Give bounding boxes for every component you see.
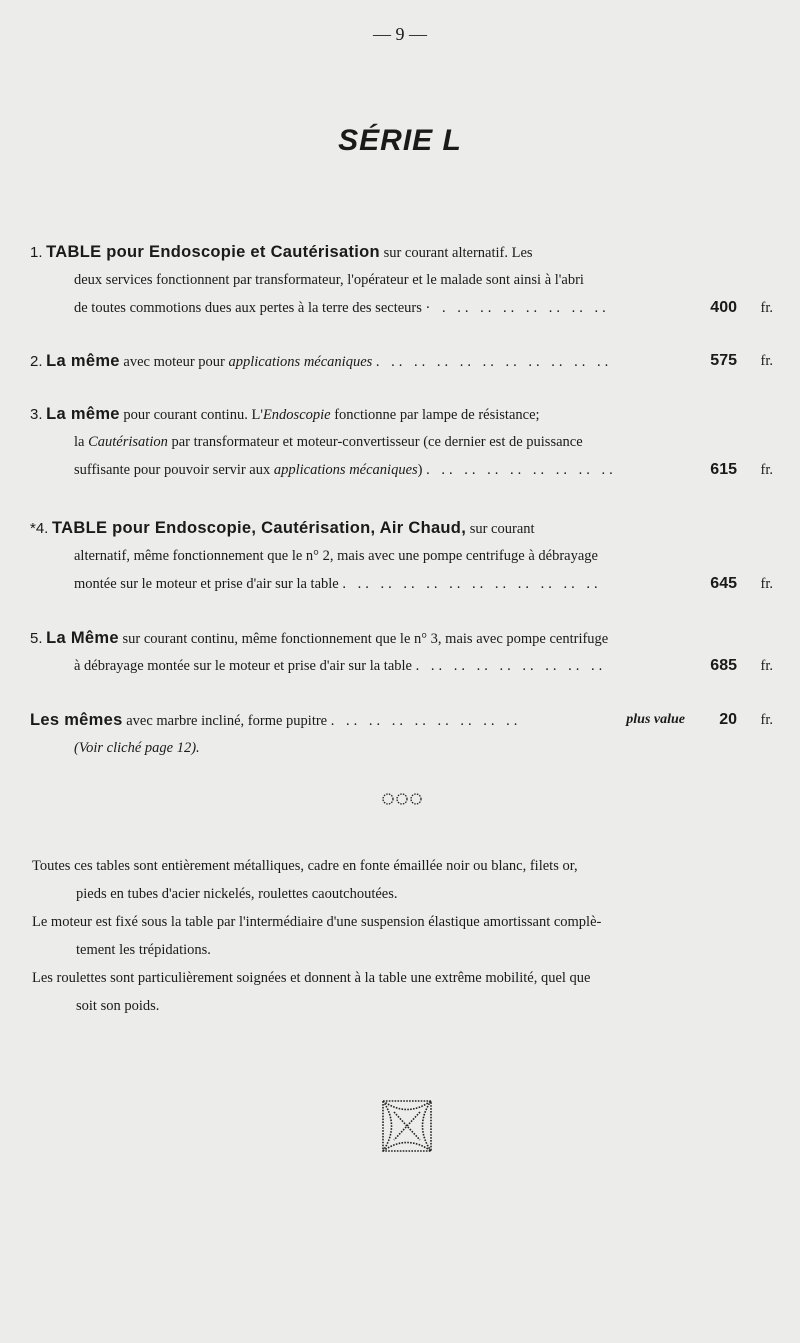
note-line: tement les trépidations. bbox=[76, 942, 211, 958]
item-heading: La même bbox=[46, 352, 120, 370]
item-text: deux services fonctionnent par transformateur, l'opérateur et le malade sont ainsi à l'abri bbox=[74, 272, 584, 288]
page-title: SÉRIE L bbox=[338, 124, 462, 157]
leader-dots: . .. .. .. .. .. .. .. .. bbox=[426, 462, 617, 478]
item-text: ( bbox=[74, 740, 79, 756]
price-unit: fr. bbox=[760, 462, 773, 478]
item-text: montée sur le moteur et prise d'air sur la table bbox=[74, 576, 339, 592]
price-unit: fr. bbox=[760, 712, 773, 728]
item-heading: TABLE pour Endoscopie, Cautérisation, Air Chaud, bbox=[51, 519, 467, 537]
item-number: 3. bbox=[30, 406, 43, 423]
note bbox=[32, 908, 772, 964]
price-unit: fr. bbox=[760, 658, 773, 674]
note-line: Les roulettes sont particulièrement soignées et donnent à la table une extrême mobilité, quel que bbox=[32, 970, 591, 986]
item-text: sur courant continu, même fonctionnement que le n° 3, mais avec pompe centrifuge bbox=[118, 631, 609, 647]
item-text: sur courant bbox=[466, 521, 535, 537]
item-text: avec moteur pour bbox=[119, 354, 229, 370]
note-line: Le moteur est fixé sous la table par l'intermédiaire d'une suspension élastique amortissant complè- bbox=[32, 914, 602, 930]
item-price: 645 bbox=[710, 575, 737, 592]
item-text: ). bbox=[191, 740, 200, 756]
page-number: — 9 — bbox=[373, 24, 427, 44]
item-price: 20 bbox=[719, 711, 737, 728]
item-number: 1. bbox=[30, 244, 43, 261]
item-text: à débrayage montée sur le moteur et prise d'air sur la table bbox=[74, 658, 412, 674]
item-text-italic: Endoscopie bbox=[262, 407, 331, 423]
item-5 bbox=[30, 624, 775, 680]
item-text-italic: applications mécaniques bbox=[273, 462, 418, 478]
item-text: fonctionne par lampe de résistance; bbox=[330, 407, 540, 423]
leader-dots: . .. .. .. .. .. .. .. .. .. .. bbox=[375, 354, 613, 370]
item-text: avec marbre incliné, forme pupitre bbox=[122, 713, 328, 729]
item-option bbox=[30, 706, 775, 762]
item-number: *4. bbox=[30, 520, 49, 537]
leader-dots: · . .. .. .. .. .. .. .. bbox=[425, 300, 610, 316]
ornament-large-icon bbox=[380, 1098, 434, 1154]
item-3 bbox=[30, 400, 775, 484]
item-heading: Les mêmes bbox=[30, 711, 123, 729]
price-unit: fr. bbox=[760, 576, 773, 592]
item-heading: La même bbox=[46, 405, 120, 423]
item-text: par transformateur et moteur-convertisseur (ce dernier est de puissance bbox=[167, 434, 583, 450]
note-line: Toutes ces tables sont entièrement métalliques, cadre en fonte émaillée noir ou blanc, filets or, bbox=[32, 858, 578, 874]
note-line: pieds en tubes d'acier nickelés, roulettes caoutchoutées. bbox=[76, 886, 398, 902]
leader-dots: . .. .. .. .. .. .. .. .. bbox=[330, 713, 522, 729]
note bbox=[32, 964, 772, 1020]
ornament-small-icon bbox=[380, 792, 424, 806]
item-number: 2. bbox=[30, 353, 43, 370]
item-price: 400 bbox=[710, 299, 737, 316]
item-text: la bbox=[74, 434, 89, 450]
item-text: suffisante pour pouvoir servir aux bbox=[74, 462, 274, 478]
item-text-italic: applications mécaniques bbox=[228, 354, 373, 370]
notes-section bbox=[32, 852, 772, 1020]
item-number: 5. bbox=[30, 630, 43, 647]
item-text: alternatif, même fonctionnement que le n° 2, mais avec une pompe centrifuge à débrayage bbox=[74, 548, 598, 564]
item-text-italic: Cautérisation bbox=[88, 434, 168, 450]
plus-value-label: plus value bbox=[626, 712, 685, 727]
item-heading: TABLE pour Endoscopie et Cautérisation bbox=[46, 243, 380, 261]
item-text: pour courant continu. L' bbox=[119, 407, 263, 423]
item-text: sur courant alternatif. Les bbox=[379, 245, 533, 261]
cross-reference: Voir cliché page 12 bbox=[78, 740, 192, 756]
price-unit: fr. bbox=[760, 353, 773, 369]
price-unit: fr. bbox=[760, 300, 773, 316]
item-text: ) bbox=[417, 462, 423, 478]
leader-dots: . .. .. .. .. .. .. .. .. bbox=[415, 658, 607, 674]
item-4 bbox=[30, 514, 775, 598]
note-line: soit son poids. bbox=[76, 998, 160, 1014]
item-text: de toutes commotions dues aux pertes à la terre des secteurs bbox=[74, 300, 422, 316]
item-heading: La Même bbox=[46, 629, 119, 647]
item-price: 685 bbox=[710, 657, 737, 674]
leader-dots: . .. .. .. .. .. .. .. .. .. .. .. bbox=[342, 576, 602, 592]
note bbox=[32, 852, 772, 908]
item-1 bbox=[30, 238, 775, 322]
item-price: 615 bbox=[710, 461, 737, 478]
item-price: 575 bbox=[710, 352, 737, 369]
item-2 bbox=[30, 347, 775, 375]
